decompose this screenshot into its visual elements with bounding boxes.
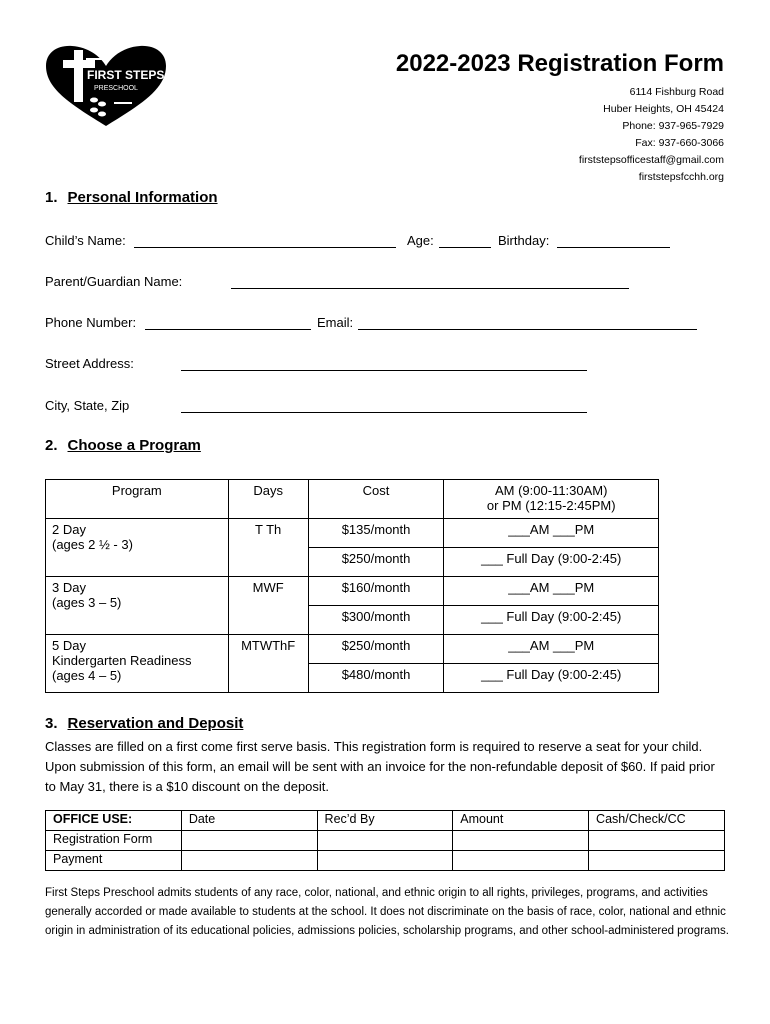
office-recd-header: Rec’d By bbox=[317, 811, 453, 831]
section-title: Personal Information bbox=[67, 189, 218, 206]
table-header-row bbox=[46, 480, 659, 519]
street-address-label: Street Address: bbox=[45, 356, 134, 371]
header-ampm bbox=[444, 480, 659, 519]
office-row bbox=[46, 851, 725, 871]
cost-cell: $480/month bbox=[308, 664, 444, 693]
section-number: 2. bbox=[45, 437, 58, 454]
street-address-field[interactable] bbox=[181, 370, 587, 371]
full-day-option[interactable]: ___ Full Day (9:00-2:45) bbox=[444, 606, 659, 635]
program-table bbox=[45, 479, 659, 693]
parent-name-label: Parent/Guardian Name: bbox=[45, 274, 183, 289]
header-pm: or PM (12:15-2:45PM) bbox=[486, 498, 616, 513]
office-row-label: Registration Form bbox=[46, 831, 182, 851]
cost-cell: $135/month bbox=[308, 519, 444, 548]
office-cell[interactable] bbox=[181, 831, 317, 851]
program-ages: (ages 3 – 5) bbox=[52, 595, 122, 610]
office-method-header: Cash/Check/CC bbox=[589, 811, 725, 831]
section-title: Reservation and Deposit bbox=[67, 715, 244, 732]
program-cell bbox=[46, 519, 229, 577]
header-program: Program bbox=[46, 480, 229, 519]
phone-number-field[interactable] bbox=[145, 329, 311, 330]
program-cell bbox=[46, 635, 229, 693]
logo-sub: PRESCHOOL bbox=[94, 85, 138, 92]
office-cell[interactable] bbox=[589, 831, 725, 851]
website-line: firststepsfcchh.org bbox=[638, 171, 724, 183]
section-title: Choose a Program bbox=[67, 437, 201, 454]
header-am: AM (9:00-11:30AM) bbox=[494, 483, 608, 498]
am-pm-option[interactable]: ___AM ___PM bbox=[444, 577, 659, 606]
program-ages: (ages 4 – 5) bbox=[52, 668, 122, 683]
cost-cell: $250/month bbox=[308, 548, 444, 577]
office-use-table bbox=[45, 810, 725, 871]
table-row bbox=[46, 519, 659, 548]
office-row-label: Payment bbox=[46, 851, 182, 871]
office-cell[interactable] bbox=[181, 851, 317, 871]
office-header-row bbox=[46, 811, 725, 831]
age-field[interactable] bbox=[439, 247, 491, 248]
cost-cell: $250/month bbox=[308, 635, 444, 664]
header-cost: Cost bbox=[308, 480, 444, 519]
office-cell[interactable] bbox=[453, 831, 589, 851]
phone-number-label: Phone Number: bbox=[45, 315, 137, 330]
section-personal-information bbox=[45, 189, 218, 206]
days-cell: T Th bbox=[228, 519, 308, 577]
office-cell[interactable] bbox=[589, 851, 725, 871]
child-name-label: Child’s Name: bbox=[45, 233, 126, 248]
office-use-label: OFFICE USE: bbox=[46, 811, 182, 831]
nondiscrimination-statement: First Steps Preschool admits students of any race, color, national, and ethnic origin to all rights, privileges, programs, and activities generally accorded or made available to students at the school. It does not discriminate on the basis of race, color, national and ethnic origin in administration of its educational policies, admissions policies, scholarship programs, and other school-administered programs. bbox=[45, 887, 729, 937]
email-label: Email: bbox=[317, 315, 354, 330]
city-state-zip-label: City, State, Zip bbox=[45, 398, 130, 413]
header-days: Days bbox=[228, 480, 308, 519]
program-desc: Kindergarten Readiness bbox=[52, 653, 192, 668]
section-number: 1. bbox=[45, 189, 58, 206]
form-title: 2022-2023 Registration Form bbox=[395, 50, 724, 77]
age-label: Age: bbox=[407, 233, 434, 248]
section-choose-program bbox=[45, 437, 201, 454]
am-pm-option[interactable]: ___AM ___PM bbox=[444, 635, 659, 664]
program-ages: (ages 2 ½ - 3) bbox=[52, 537, 133, 552]
program-name: 5 Day bbox=[52, 638, 86, 653]
fax-line: Fax: 937-660-3066 bbox=[635, 137, 724, 149]
city-state-zip-field[interactable] bbox=[181, 412, 587, 413]
parent-name-field[interactable] bbox=[231, 288, 629, 289]
am-pm-option[interactable]: ___AM ___PM bbox=[444, 519, 659, 548]
birthday-field[interactable] bbox=[557, 247, 670, 248]
email-field[interactable] bbox=[358, 329, 697, 330]
cost-cell: $160/month bbox=[308, 577, 444, 606]
cost-cell: $300/month bbox=[308, 606, 444, 635]
office-cell[interactable] bbox=[453, 851, 589, 871]
program-cell bbox=[46, 577, 229, 635]
birthday-label: Birthday: bbox=[498, 233, 550, 248]
program-name: 3 Day bbox=[52, 580, 86, 595]
office-row bbox=[46, 831, 725, 851]
school-logo bbox=[44, 44, 168, 128]
days-cell: MTWThF bbox=[228, 635, 308, 693]
office-date-header: Date bbox=[181, 811, 317, 831]
days-cell: MWF bbox=[228, 577, 308, 635]
full-day-option[interactable]: ___ Full Day (9:00-2:45) bbox=[444, 548, 659, 577]
table-row bbox=[46, 635, 659, 664]
full-day-option[interactable]: ___ Full Day (9:00-2:45) bbox=[444, 664, 659, 693]
section-number: 3. bbox=[45, 715, 58, 732]
office-amount-header: Amount bbox=[453, 811, 589, 831]
address-line-1: 6114 Fishburg Road bbox=[629, 86, 724, 98]
child-name-field[interactable] bbox=[134, 247, 396, 248]
address-line-2: Huber Heights, OH 45424 bbox=[603, 103, 724, 115]
heart-cross-logo-icon bbox=[44, 44, 168, 128]
office-cell[interactable] bbox=[317, 831, 453, 851]
email-line: firststepsofficestaff@gmail.com bbox=[578, 154, 724, 166]
program-name: 2 Day bbox=[52, 522, 86, 537]
reservation-paragraph: Classes are filled on a first come first serve basis. This registration form is required to reserve a seat for your child. Upon submission of this form, an email will be sent with an invoice for the non-refundable deposit of $60. If paid prior to May 31, there is a $10 discount on the deposit. bbox=[45, 739, 715, 794]
table-row bbox=[46, 577, 659, 606]
section-reservation-deposit bbox=[45, 715, 243, 732]
office-cell[interactable] bbox=[317, 851, 453, 871]
phone-line: Phone: 937-965-7929 bbox=[622, 120, 724, 132]
logo-name: FIRST STEPS bbox=[87, 68, 165, 82]
